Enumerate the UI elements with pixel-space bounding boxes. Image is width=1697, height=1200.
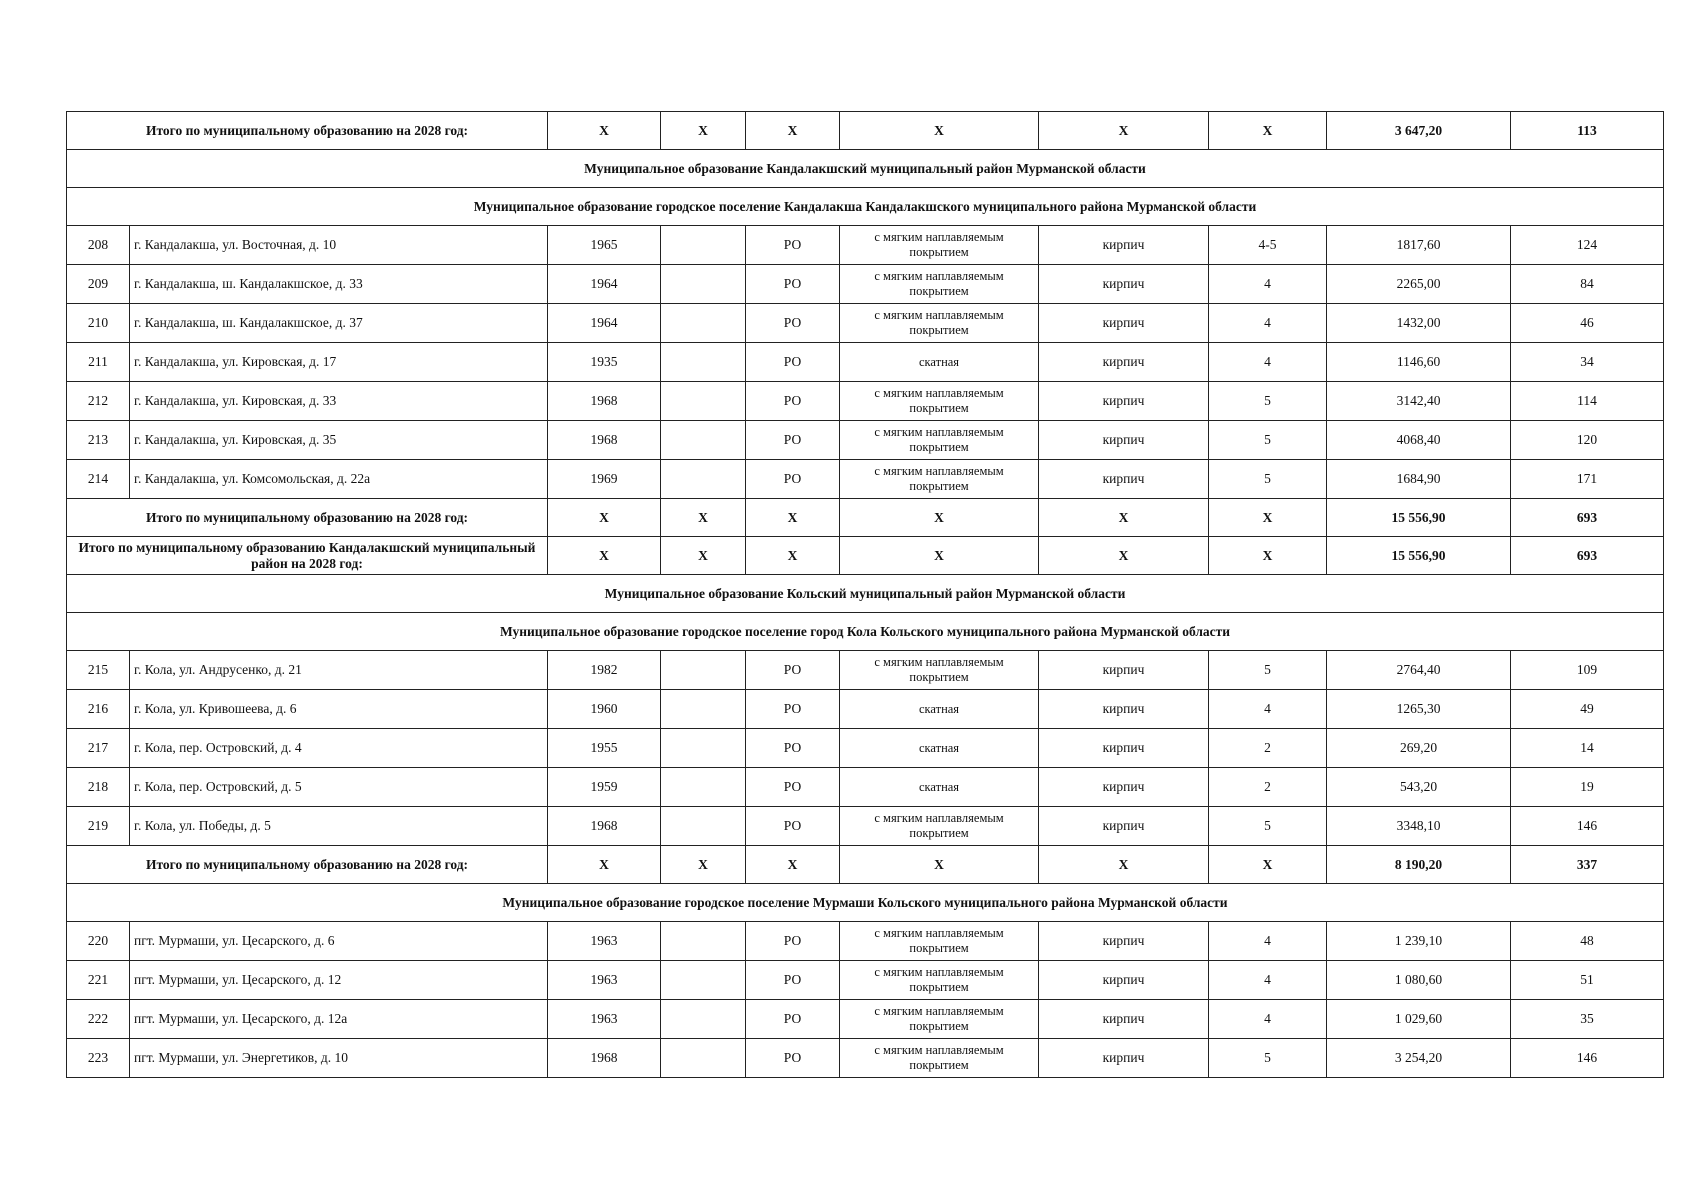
floors-cell: 5 [1209, 807, 1327, 846]
blank-cell [661, 265, 746, 304]
walls-cell: кирпич [1039, 460, 1209, 499]
roof-cell: скатная [840, 343, 1039, 382]
roof-cell: с мягким наплавляемым покрытием [840, 1000, 1039, 1039]
total-area: 15 556,90 [1327, 537, 1511, 575]
area-cell: 2265,00 [1327, 265, 1511, 304]
residents-cell: 14 [1511, 729, 1664, 768]
owner-cell: РО [746, 382, 840, 421]
x-mark: X [840, 499, 1039, 537]
roof-cell: скатная [840, 729, 1039, 768]
row-number: 211 [67, 343, 130, 382]
year-cell: 1969 [548, 460, 661, 499]
address-cell: пгт. Мурмаши, ул. Цесарского, д. 12а [130, 1000, 548, 1039]
section-title: Муниципальное образование городское поселение Кандалакша Кандалакшского муниципального района Мурманской области [67, 188, 1664, 226]
x-mark: X [661, 499, 746, 537]
floors-cell: 4 [1209, 961, 1327, 1000]
year-cell: 1963 [548, 961, 661, 1000]
row-number: 212 [67, 382, 130, 421]
floors-cell: 4 [1209, 690, 1327, 729]
residents-cell: 34 [1511, 343, 1664, 382]
walls-cell: кирпич [1039, 421, 1209, 460]
blank-cell [661, 961, 746, 1000]
floors-cell: 5 [1209, 382, 1327, 421]
section-header-row [67, 613, 1664, 651]
address-cell: г. Кандалакша, ул. Восточная, д. 10 [130, 226, 548, 265]
table-row [67, 304, 1664, 343]
roof-cell: с мягким наплавляемым покрытием [840, 922, 1039, 961]
table-row [67, 922, 1664, 961]
total-residents: 693 [1511, 499, 1664, 537]
area-cell: 1265,30 [1327, 690, 1511, 729]
walls-cell: кирпич [1039, 690, 1209, 729]
area-cell: 1146,60 [1327, 343, 1511, 382]
total-row [67, 846, 1664, 884]
residents-cell: 84 [1511, 265, 1664, 304]
x-mark: X [840, 537, 1039, 575]
table-row [67, 343, 1664, 382]
x-mark: X [746, 499, 840, 537]
owner-cell: РО [746, 1039, 840, 1078]
table-row [67, 421, 1664, 460]
housing-table [66, 111, 1664, 1078]
year-cell: 1964 [548, 304, 661, 343]
roof-cell: с мягким наплавляемым покрытием [840, 226, 1039, 265]
address-cell: г. Кола, ул. Андрусенко, д. 21 [130, 651, 548, 690]
floors-cell: 2 [1209, 729, 1327, 768]
residents-cell: 49 [1511, 690, 1664, 729]
blank-cell [661, 304, 746, 343]
total-row [67, 537, 1664, 575]
year-cell: 1960 [548, 690, 661, 729]
x-mark: X [746, 537, 840, 575]
floors-cell: 5 [1209, 1039, 1327, 1078]
area-cell: 3 254,20 [1327, 1039, 1511, 1078]
area-cell: 1 239,10 [1327, 922, 1511, 961]
year-cell: 1965 [548, 226, 661, 265]
area-cell: 1684,90 [1327, 460, 1511, 499]
year-cell: 1963 [548, 922, 661, 961]
floors-cell: 4 [1209, 343, 1327, 382]
residents-cell: 51 [1511, 961, 1664, 1000]
address-cell: г. Кандалакша, ш. Кандалакшское, д. 33 [130, 265, 548, 304]
owner-cell: РО [746, 1000, 840, 1039]
floors-cell: 4 [1209, 304, 1327, 343]
table-row [67, 651, 1664, 690]
year-cell: 1964 [548, 265, 661, 304]
row-number: 208 [67, 226, 130, 265]
address-cell: г. Кола, пер. Островский, д. 4 [130, 729, 548, 768]
row-number: 221 [67, 961, 130, 1000]
residents-cell: 146 [1511, 1039, 1664, 1078]
table-row [67, 807, 1664, 846]
owner-cell: РО [746, 922, 840, 961]
row-number: 220 [67, 922, 130, 961]
residents-cell: 146 [1511, 807, 1664, 846]
owner-cell: РО [746, 304, 840, 343]
total-label: Итого по муниципальному образованию на 2028 год: [67, 846, 548, 884]
area-cell: 4068,40 [1327, 421, 1511, 460]
year-cell: 1955 [548, 729, 661, 768]
walls-cell: кирпич [1039, 382, 1209, 421]
roof-cell: с мягким наплавляемым покрытием [840, 807, 1039, 846]
owner-cell: РО [746, 343, 840, 382]
address-cell: пгт. Мурмаши, ул. Цесарского, д. 6 [130, 922, 548, 961]
blank-cell [661, 382, 746, 421]
residents-cell: 124 [1511, 226, 1664, 265]
roof-cell: с мягким наплавляемым покрытием [840, 961, 1039, 1000]
row-number: 216 [67, 690, 130, 729]
year-cell: 1959 [548, 768, 661, 807]
walls-cell: кирпич [1039, 729, 1209, 768]
roof-cell: с мягким наплавляемым покрытием [840, 421, 1039, 460]
owner-cell: РО [746, 651, 840, 690]
year-cell: 1982 [548, 651, 661, 690]
owner-cell: РО [746, 961, 840, 1000]
table-row [67, 460, 1664, 499]
walls-cell: кирпич [1039, 651, 1209, 690]
year-cell: 1968 [548, 421, 661, 460]
walls-cell: кирпич [1039, 768, 1209, 807]
area-cell: 1 080,60 [1327, 961, 1511, 1000]
table-body [67, 112, 1664, 1078]
year-cell: 1963 [548, 1000, 661, 1039]
owner-cell: РО [746, 226, 840, 265]
roof-cell: с мягким наплавляемым покрытием [840, 460, 1039, 499]
total-area: 15 556,90 [1327, 499, 1511, 537]
blank-cell [661, 1000, 746, 1039]
residents-cell: 48 [1511, 922, 1664, 961]
section-header-row [67, 884, 1664, 922]
owner-cell: РО [746, 460, 840, 499]
walls-cell: кирпич [1039, 961, 1209, 1000]
floors-cell: 2 [1209, 768, 1327, 807]
section-header-row [67, 575, 1664, 613]
x-mark: X [548, 499, 661, 537]
walls-cell: кирпич [1039, 1039, 1209, 1078]
total-residents: 337 [1511, 846, 1664, 884]
table-row [67, 690, 1664, 729]
residents-cell: 114 [1511, 382, 1664, 421]
blank-cell [661, 343, 746, 382]
owner-cell: РО [746, 690, 840, 729]
blank-cell [661, 1039, 746, 1078]
floors-cell: 4 [1209, 922, 1327, 961]
x-mark: X [1039, 846, 1209, 884]
residents-cell: 120 [1511, 421, 1664, 460]
row-number: 223 [67, 1039, 130, 1078]
area-cell: 543,20 [1327, 768, 1511, 807]
area-cell: 1 029,60 [1327, 1000, 1511, 1039]
roof-cell: с мягким наплавляемым покрытием [840, 1039, 1039, 1078]
address-cell: г. Кандалакша, ул. Кировская, д. 17 [130, 343, 548, 382]
x-mark: X [1039, 537, 1209, 575]
section-title: Муниципальное образование городское поселение город Кола Кольского муниципального района Мурманской области [67, 613, 1664, 651]
year-cell: 1968 [548, 382, 661, 421]
row-number: 219 [67, 807, 130, 846]
year-cell: 1968 [548, 1039, 661, 1078]
roof-cell: с мягким наплавляемым покрытием [840, 265, 1039, 304]
address-cell: г. Кандалакша, ул. Комсомольская, д. 22а [130, 460, 548, 499]
address-cell: г. Кола, ул. Кривошеева, д. 6 [130, 690, 548, 729]
floors-cell: 5 [1209, 421, 1327, 460]
section-title: Муниципальное образование Кольский муниципальный район Мурманской области [67, 575, 1664, 613]
total-label: Итого по муниципальному образованию Кандалакшский муниципальный район на 2028 год: [67, 537, 548, 575]
section-header-row [67, 150, 1664, 188]
roof-cell: с мягким наплавляемым покрытием [840, 382, 1039, 421]
table-row [67, 961, 1664, 1000]
owner-cell: РО [746, 421, 840, 460]
area-cell: 2764,40 [1327, 651, 1511, 690]
total-area: 8 190,20 [1327, 846, 1511, 884]
section-header-row [67, 188, 1664, 226]
walls-cell: кирпич [1039, 343, 1209, 382]
total-residents: 113 [1511, 112, 1664, 150]
total-row [67, 112, 1664, 150]
row-number: 217 [67, 729, 130, 768]
table-row [67, 265, 1664, 304]
blank-cell [661, 729, 746, 768]
x-mark: X [1209, 499, 1327, 537]
x-mark: X [1039, 499, 1209, 537]
total-row [67, 499, 1664, 537]
x-mark: X [661, 846, 746, 884]
address-cell: г. Кандалакша, ул. Кировская, д. 33 [130, 382, 548, 421]
floors-cell: 5 [1209, 460, 1327, 499]
total-label: Итого по муниципальному образованию на 2028 год: [67, 499, 548, 537]
walls-cell: кирпич [1039, 807, 1209, 846]
owner-cell: РО [746, 807, 840, 846]
address-cell: г. Кандалакша, ул. Кировская, д. 35 [130, 421, 548, 460]
table-row [67, 729, 1664, 768]
table-row [67, 382, 1664, 421]
owner-cell: РО [746, 768, 840, 807]
x-mark: X [1039, 112, 1209, 150]
owner-cell: РО [746, 729, 840, 768]
x-mark: X [548, 846, 661, 884]
roof-cell: с мягким наплавляемым покрытием [840, 651, 1039, 690]
x-mark: X [548, 537, 661, 575]
section-title: Муниципальное образование Кандалакшский муниципальный район Мурманской области [67, 150, 1664, 188]
floors-cell: 4 [1209, 265, 1327, 304]
row-number: 222 [67, 1000, 130, 1039]
blank-cell [661, 690, 746, 729]
x-mark: X [1209, 537, 1327, 575]
walls-cell: кирпич [1039, 265, 1209, 304]
table-row [67, 226, 1664, 265]
row-number: 218 [67, 768, 130, 807]
walls-cell: кирпич [1039, 304, 1209, 343]
area-cell: 269,20 [1327, 729, 1511, 768]
x-mark: X [1209, 112, 1327, 150]
row-number: 209 [67, 265, 130, 304]
total-label: Итого по муниципальному образованию на 2028 год: [67, 112, 548, 150]
year-cell: 1968 [548, 807, 661, 846]
floors-cell: 4-5 [1209, 226, 1327, 265]
floors-cell: 5 [1209, 651, 1327, 690]
owner-cell: РО [746, 265, 840, 304]
section-title: Муниципальное образование городское поселение Мурмаши Кольского муниципального района Мурманской области [67, 884, 1664, 922]
blank-cell [661, 460, 746, 499]
roof-cell: с мягким наплавляемым покрытием [840, 304, 1039, 343]
roof-cell: скатная [840, 768, 1039, 807]
x-mark: X [1209, 846, 1327, 884]
row-number: 213 [67, 421, 130, 460]
address-cell: г. Кандалакша, ш. Кандалакшское, д. 37 [130, 304, 548, 343]
row-number: 215 [67, 651, 130, 690]
table-row [67, 1000, 1664, 1039]
x-mark: X [746, 112, 840, 150]
x-mark: X [840, 112, 1039, 150]
table-row [67, 768, 1664, 807]
residents-cell: 171 [1511, 460, 1664, 499]
area-cell: 3142,40 [1327, 382, 1511, 421]
area-cell: 1432,00 [1327, 304, 1511, 343]
address-cell: г. Кола, пер. Островский, д. 5 [130, 768, 548, 807]
walls-cell: кирпич [1039, 226, 1209, 265]
address-cell: пгт. Мурмаши, ул. Цесарского, д. 12 [130, 961, 548, 1000]
area-cell: 1817,60 [1327, 226, 1511, 265]
row-number: 210 [67, 304, 130, 343]
residents-cell: 19 [1511, 768, 1664, 807]
walls-cell: кирпич [1039, 922, 1209, 961]
floors-cell: 4 [1209, 1000, 1327, 1039]
address-cell: пгт. Мурмаши, ул. Энергетиков, д. 10 [130, 1039, 548, 1078]
total-residents: 693 [1511, 537, 1664, 575]
residents-cell: 109 [1511, 651, 1664, 690]
x-mark: X [661, 537, 746, 575]
blank-cell [661, 807, 746, 846]
walls-cell: кирпич [1039, 1000, 1209, 1039]
area-cell: 3348,10 [1327, 807, 1511, 846]
table-row [67, 1039, 1664, 1078]
x-mark: X [661, 112, 746, 150]
row-number: 214 [67, 460, 130, 499]
x-mark: X [840, 846, 1039, 884]
x-mark: X [746, 846, 840, 884]
year-cell: 1935 [548, 343, 661, 382]
blank-cell [661, 421, 746, 460]
total-area: 3 647,20 [1327, 112, 1511, 150]
blank-cell [661, 768, 746, 807]
blank-cell [661, 651, 746, 690]
residents-cell: 46 [1511, 304, 1664, 343]
address-cell: г. Кола, ул. Победы, д. 5 [130, 807, 548, 846]
roof-cell: скатная [840, 690, 1039, 729]
blank-cell [661, 922, 746, 961]
residents-cell: 35 [1511, 1000, 1664, 1039]
x-mark: X [548, 112, 661, 150]
blank-cell [661, 226, 746, 265]
